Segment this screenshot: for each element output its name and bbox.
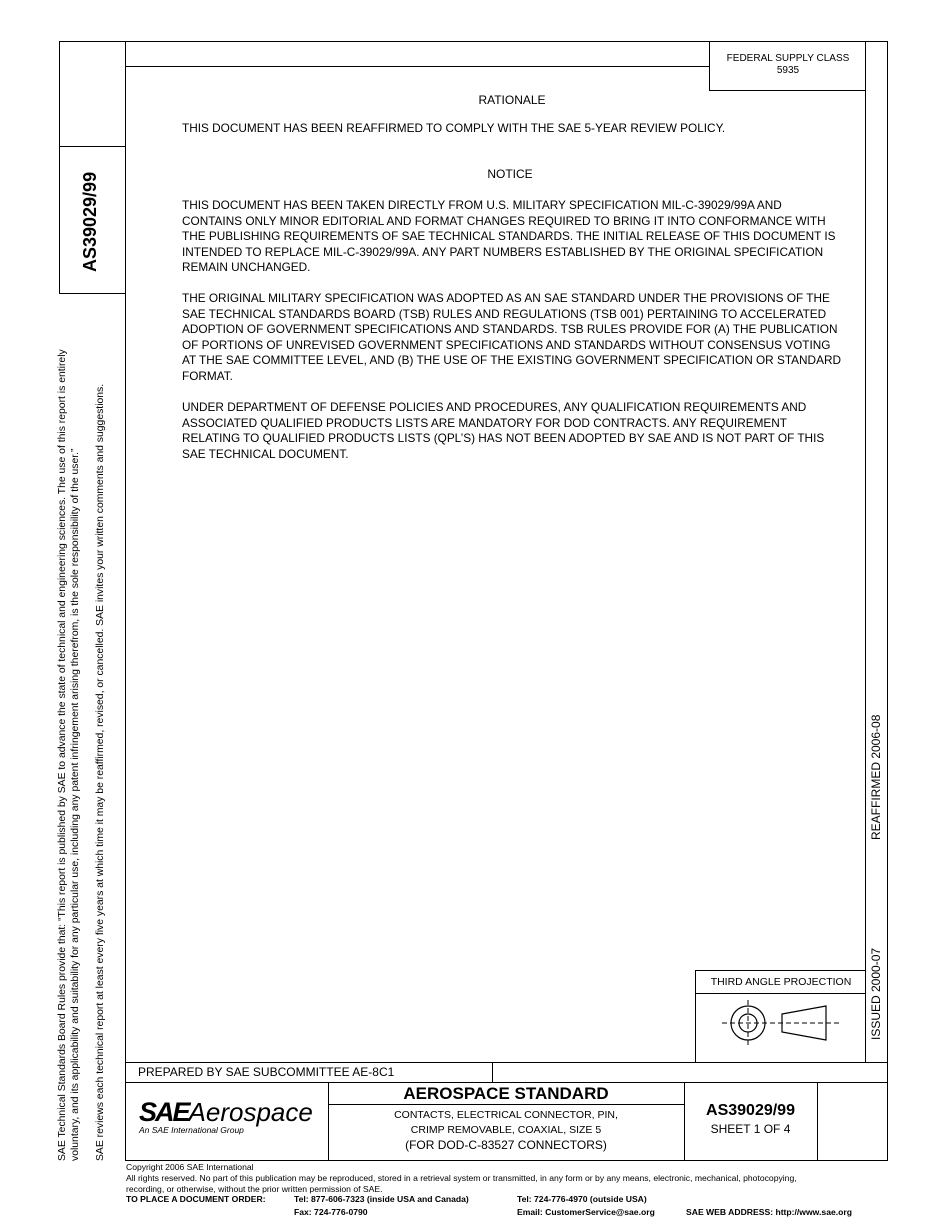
footer-tel-intl: Tel: 724-776-4970 (outside USA)	[517, 1194, 647, 1204]
footer-email[interactable]: Email: CustomerService@sae.org	[517, 1207, 655, 1217]
frame-left-line	[59, 41, 60, 294]
side-box-bottom-line	[59, 293, 125, 294]
standard-type: AEROSPACE STANDARD	[403, 1084, 609, 1103]
notice-paragraph-2: THE ORIGINAL MILITARY SPECIFICATION WAS ADOPTED AS AN SAE STANDARD UNDER THE PROVISIONS OF THE SAE TECHNICAL STANDARDS BOARD (TSB) RULES AND REGULATIONS (TSB 001) PERTAINING TO ACCELERATED ADOPTION OF GOVERNMENT SPECIFICATIONS AND STANDARDS. TSB RULES PROVIDE FOR (A) THE PUBLICATION OF PORTIONS OF UNREVISED GOVERNMENT SPECIFICATIONS AND STANDARDS WITHOUT CONSENSUS VOTING AT THE SAE COMMITTEE LEVEL, AND (B) THE USE OF THE EXISTING GOVERNMENT SPECIFICATION OR STANDARD FORMAT.	[182, 291, 841, 383]
frame-inner-left-line	[125, 41, 126, 1161]
title-block-bottom-line	[125, 1160, 888, 1161]
prepared-by: PREPARED BY SAE SUBCOMMITTEE AE-8C1	[138, 1065, 395, 1079]
rationale-heading: RATIONALE	[478, 93, 546, 107]
standard-type-underline	[328, 1104, 684, 1105]
footer-rights-line-1: All rights reserved. No part of this publication may be reproduced, stored in a retrieval system or transmitted, in any form or by any means, electronic, mechanical, photocopying,	[126, 1173, 797, 1183]
title-line-1: CONTACTS, ELECTRICAL CONNECTOR, PIN,	[394, 1109, 618, 1121]
projection-box	[695, 970, 866, 1063]
projection-label: THIRD ANGLE PROJECTION	[696, 971, 866, 994]
left-note-line-1: SAE Technical Standards Board Rules provide that: “This report is published by SAE to advance the state of technical and engineering sciences. The use of this report is entirely	[57, 349, 68, 1161]
issued-date: ISSUED 2000-07	[869, 947, 883, 1040]
footer-copyright: Copyright 2006 SAE International	[126, 1162, 254, 1172]
notice-paragraph-1: THIS DOCUMENT HAS BEEN TAKEN DIRECTLY FROM U.S. MILITARY SPECIFICATION MIL-C-39029/99A AND CONTAINS ONLY MINOR EDITORIAL AND FORMAT CHANGES REQUIRED TO BRING IT INTO CONFORMANCE WITH THE PUBLISHING REQUIREMENTS OF SAE TECHNICAL STANDARDS. THE INITIAL RELEASE OF THIS DOCUMENT IS INTENDED TO REPLACE MIL-C-39029/99A. ANY PART NUMBERS ESTABLISHED BY THE ORIGINAL SPECIFICATION REMAIN UNCHANGED.	[182, 198, 836, 274]
left-note-line-2: voluntary, and its applicability and suitability for any particular use, including any patent infringement arising therefrom, is the sole responsibility of the user.”	[70, 448, 81, 1161]
footer-rights-line-2: recording, or otherwise, without the prior written permission of SAE.	[126, 1184, 383, 1194]
supply-class-box	[709, 41, 866, 91]
supply-class-label: FEDERAL SUPPLY CLASS	[726, 53, 850, 64]
frame-right-strip-line	[865, 41, 866, 1063]
title-block-top-line	[125, 1062, 888, 1063]
title-line-2: CRIMP REMOVABLE, COAXIAL, SIZE 5	[410, 1124, 602, 1136]
frame-right-line	[887, 41, 888, 1161]
logo-sae-text: SAE	[139, 1097, 189, 1127]
prepared-divider-line	[492, 1062, 493, 1082]
docnum-divider-line	[817, 1082, 818, 1160]
side-box-top-line	[59, 146, 125, 147]
sheet-number: SHEET 1 OF 4	[710, 1122, 791, 1136]
footer-order-label: TO PLACE A DOCUMENT ORDER:	[126, 1194, 266, 1204]
supply-class-value: 5935	[776, 65, 800, 76]
rationale-text: THIS DOCUMENT HAS BEEN REAFFIRMED TO COMPLY WITH THE SAE 5-YEAR REVIEW POLICY.	[182, 121, 726, 135]
sae-aerospace-logo	[139, 1097, 324, 1143]
title-divider-line	[684, 1082, 685, 1160]
logo-tagline: An SAE International Group	[139, 1125, 244, 1135]
title-line-3: (FOR DOD-C-83527 CONNECTORS)	[405, 1138, 607, 1152]
left-note-line-3: SAE reviews each technical report at least every five years at which time it may be reaffirmed, revised, or cancelled. SAE invites your written comments and suggestions.	[95, 383, 106, 1161]
logo-aerospace-text: Aerospace	[188, 1097, 313, 1127]
third-angle-projection-icon	[716, 997, 846, 1049]
notice-heading: NOTICE	[487, 167, 533, 181]
footer-fax: Fax: 724-776-0790	[294, 1207, 368, 1217]
header-line	[125, 66, 709, 67]
doc-number: AS39029/99	[706, 1102, 795, 1119]
footer-tel-us: Tel: 877-606-7323 (inside USA and Canada)	[294, 1194, 469, 1204]
side-doc-number: AS39029/99	[80, 171, 100, 272]
footer-web-address[interactable]: SAE WEB ADDRESS: http://www.sae.org	[686, 1207, 852, 1217]
prepared-row-bottom-line	[125, 1082, 888, 1083]
reaffirmed-date: REAFFIRMED 2006-08	[869, 714, 883, 840]
notice-paragraph-3: UNDER DEPARTMENT OF DEFENSE POLICIES AND PROCEDURES, ANY QUALIFICATION REQUIREMENTS AND ASSOCIATED QUALIFIED PRODUCTS LISTS ARE MANDATORY FOR DOD CONTRACTS. ANY REQUIREMENT RELATING TO QUALIFIED PRODUCTS LISTS (QPL’S) HAS NOT BEEN ADOPTED BY SAE AND IS NOT PART OF THIS SAE TECHNICAL DOCUMENT.	[182, 400, 825, 461]
